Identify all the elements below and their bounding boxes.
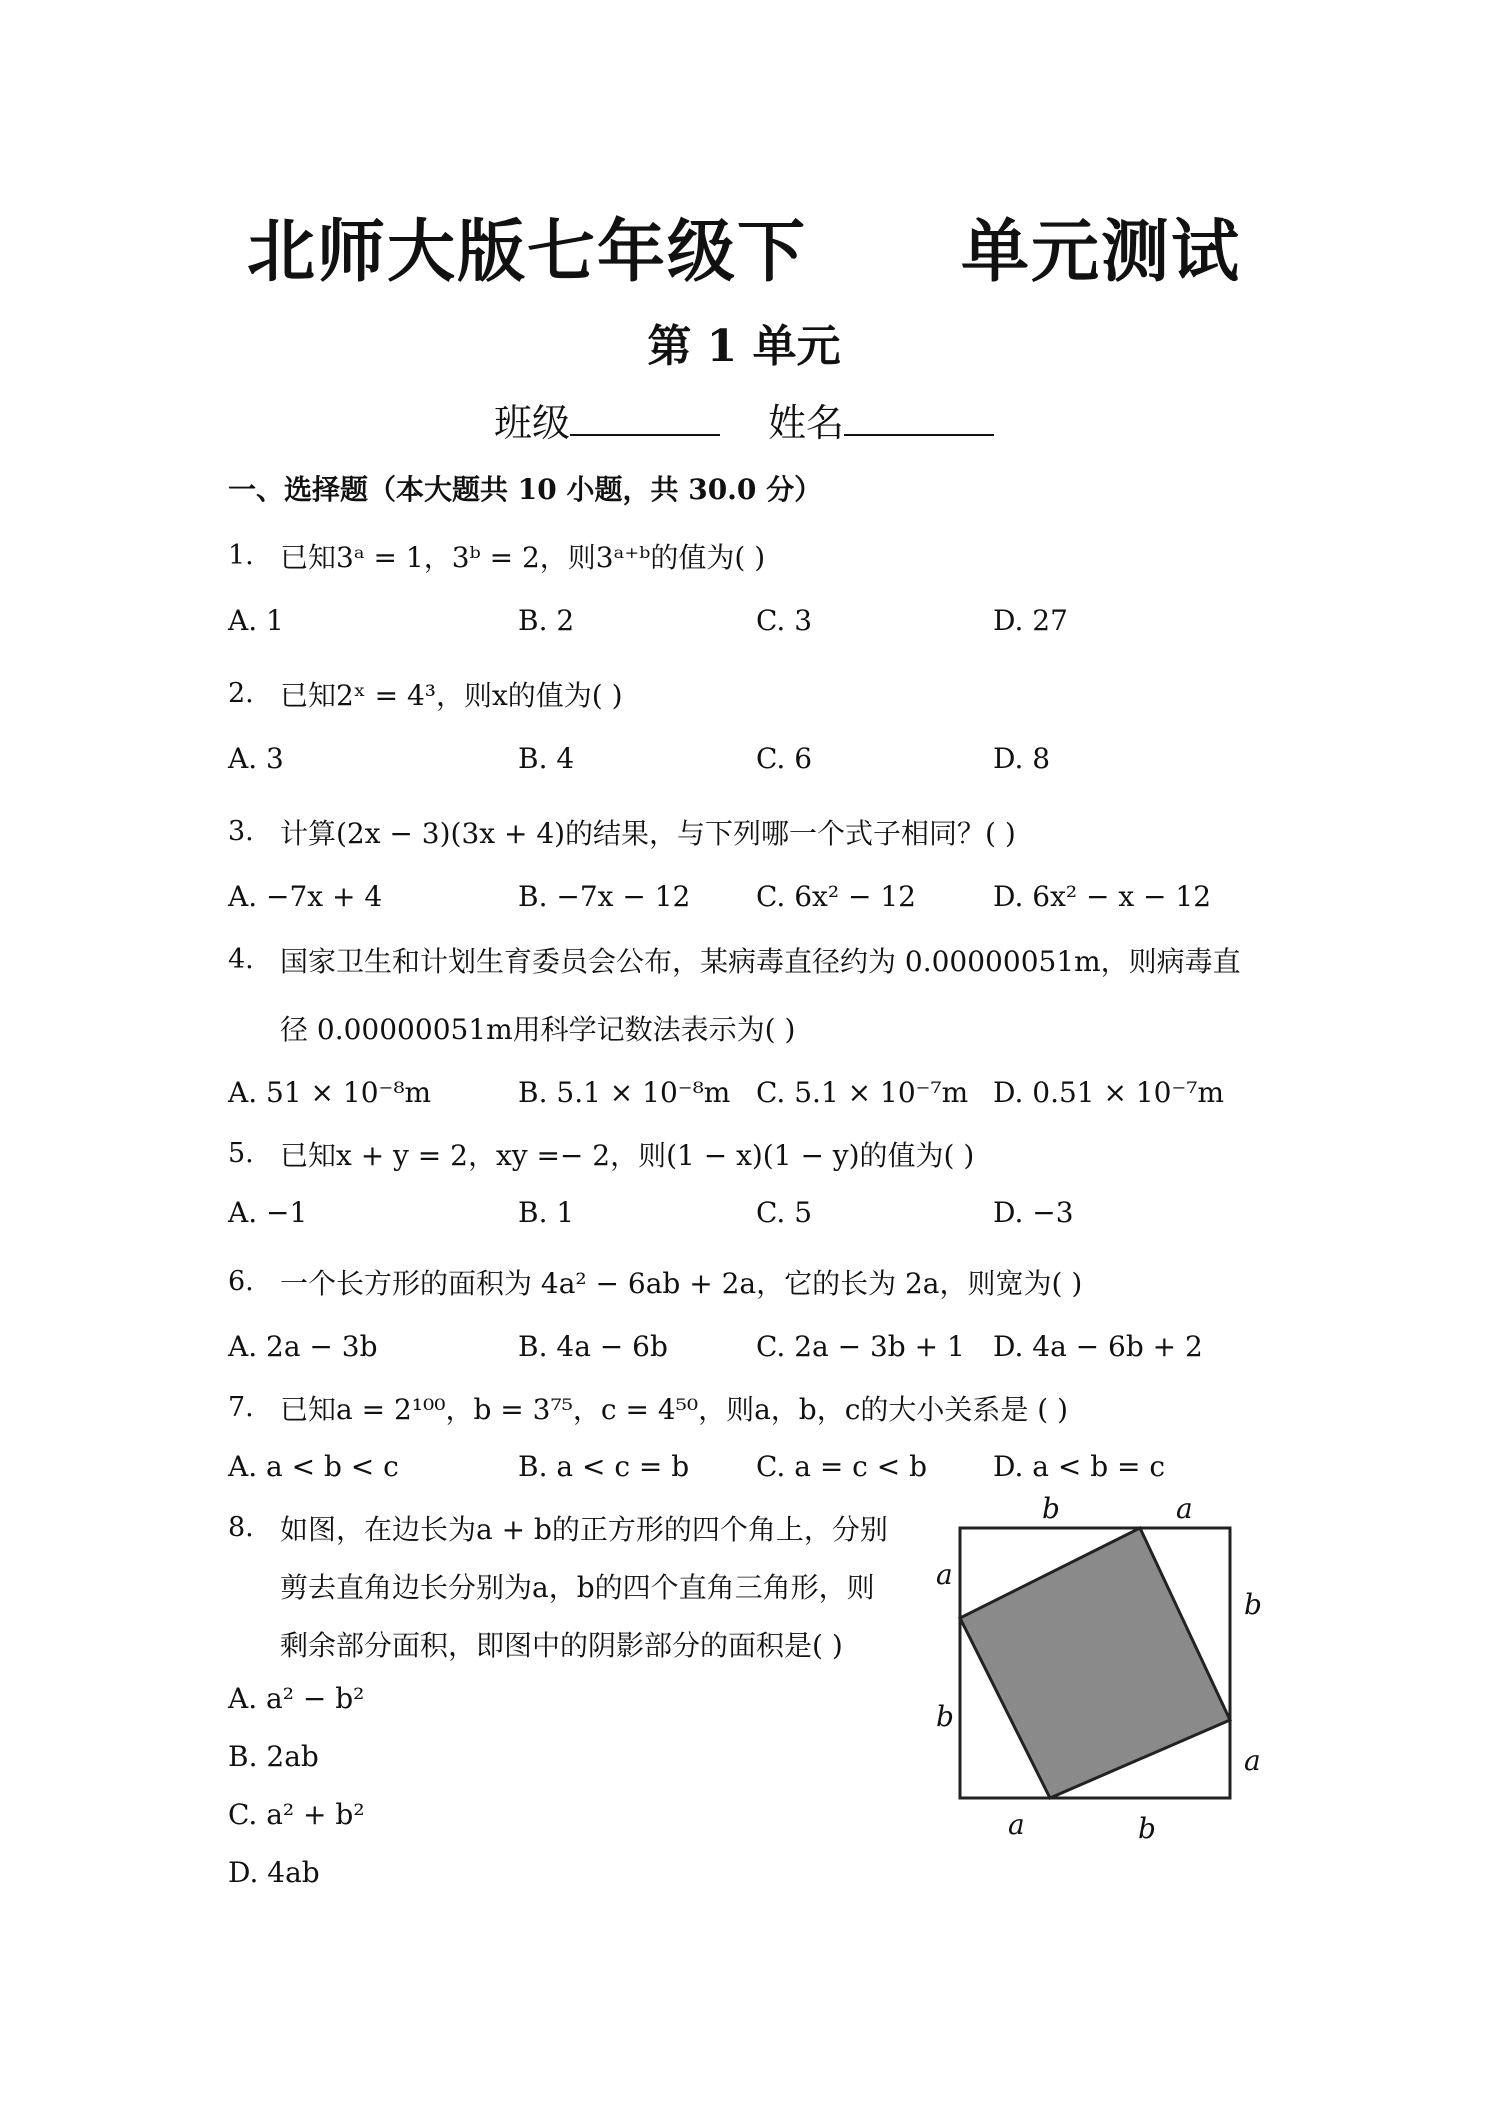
option-c: C. 6x² − 12 <box>756 880 916 913</box>
label-bottom-left: a <box>1008 1808 1025 1841</box>
question-number: 4. <box>228 944 254 975</box>
label-top-right: a <box>1176 1492 1193 1525</box>
option-d: D. −3 <box>993 1196 1074 1229</box>
shaded-inner-square <box>960 1528 1230 1798</box>
question-text-continued: 剪去直角边长分别为a，b的四个直角三角形，则 <box>280 1571 875 1604</box>
question-number: 8. <box>228 1512 254 1543</box>
label-left-top: a <box>936 1558 953 1591</box>
option-a: A. 1 <box>228 604 284 637</box>
option-a: A. −1 <box>228 1196 308 1229</box>
option-b: B. −7x − 12 <box>518 880 691 913</box>
unit-title: 第 1 单元 <box>647 321 841 372</box>
question-text: 如图，在边长为a + b的正方形的四个角上，分别 <box>280 1513 888 1546</box>
option-d: D. 27 <box>993 604 1068 637</box>
option-a: A. a² − b² <box>228 1682 365 1715</box>
name-label: 姓名 <box>768 401 845 445</box>
option-d: D. 4ab <box>228 1856 320 1889</box>
page-title: 北师大版七年级下 单元测试 <box>246 213 1242 292</box>
question-text: 计算(2x − 3)(3x + 4)的结果，与下列哪一个式子相同？( ) <box>280 817 1016 850</box>
question-text: 已知x + y = 2，xy =− 2，则(1 − x)(1 − y)的值为( ) <box>280 1139 975 1172</box>
option-c: C. 2a − 3b + 1 <box>756 1330 965 1363</box>
question-text-continued: 径 0.00000051m用科学记数法表示为( ) <box>280 1013 796 1046</box>
label-right-bottom: a <box>1244 1744 1261 1777</box>
option-d: D. 8 <box>993 742 1051 775</box>
question-number: 2. <box>228 678 254 709</box>
option-a: A. −7x + 4 <box>228 880 383 913</box>
option-c: C. 6 <box>756 742 813 775</box>
question-number: 3. <box>228 816 254 847</box>
class-blank <box>570 398 720 436</box>
label-top-left: b <box>1042 1492 1060 1525</box>
name-blank <box>844 398 994 436</box>
option-b: B. 2ab <box>228 1740 319 1773</box>
question-number: 5. <box>228 1138 254 1169</box>
option-b: B. 1 <box>518 1196 575 1229</box>
option-b: B. 4 <box>518 742 575 775</box>
question-text-continued: 剩余部分面积，即图中的阴影部分的面积是( ) <box>280 1629 843 1662</box>
label-right-top: b <box>1244 1588 1262 1621</box>
question-text: 已知a = 2¹⁰⁰，b = 3⁷⁵，c = 4⁵⁰，则a，b，c的大小关系是 ( ) <box>280 1393 1069 1426</box>
question-text: 国家卫生和计划生育委员会公布，某病毒直径约为 0.00000051m，则病毒直 <box>280 945 1241 978</box>
option-a: A. a < b < c <box>228 1450 399 1483</box>
option-c: C. a = c < b <box>756 1450 928 1483</box>
option-c: C. a² + b² <box>228 1798 365 1831</box>
option-b: B. a < c = b <box>518 1450 690 1483</box>
question-text: 一个长方形的面积为 4a² − 6ab + 2a，它的长为 2a，则宽为( ) <box>280 1267 1083 1300</box>
option-a: A. 3 <box>228 742 284 775</box>
option-c: C. 3 <box>756 604 813 637</box>
option-d: D. 0.51 × 10⁻⁷m <box>993 1076 1225 1109</box>
question-text: 已知3ᵃ = 1，3ᵇ = 2，则3ᵃ⁺ᵇ的值为( ) <box>280 541 766 574</box>
student-info <box>0 392 1488 447</box>
question-number: 6. <box>228 1266 254 1297</box>
option-a: A. 51 × 10⁻⁸m <box>228 1076 432 1109</box>
question-text: 已知2ˣ = 4³，则x的值为( ) <box>280 679 623 712</box>
option-c: C. 5.1 × 10⁻⁷m <box>756 1076 969 1109</box>
square-diagram <box>930 1490 1270 1850</box>
class-label: 班级 <box>493 401 570 445</box>
option-b: B. 4a − 6b <box>518 1330 668 1363</box>
label-bottom-right: b <box>1138 1812 1156 1845</box>
question-number: 1. <box>228 540 254 571</box>
option-a: A. 2a − 3b <box>228 1330 378 1363</box>
option-d: D. a < b = c <box>993 1450 1166 1483</box>
option-c: C. 5 <box>756 1196 813 1229</box>
label-left-bottom: b <box>936 1700 954 1733</box>
section-heading: 一、选择题（本大题共 10 小题，共 30.0 分） <box>228 473 823 506</box>
option-d: D. 6x² − x − 12 <box>993 880 1212 913</box>
question-number: 7. <box>228 1392 254 1423</box>
option-b: B. 2 <box>518 604 575 637</box>
option-b: B. 5.1 × 10⁻⁸m <box>518 1076 731 1109</box>
option-d: D. 4a − 6b + 2 <box>993 1330 1203 1363</box>
